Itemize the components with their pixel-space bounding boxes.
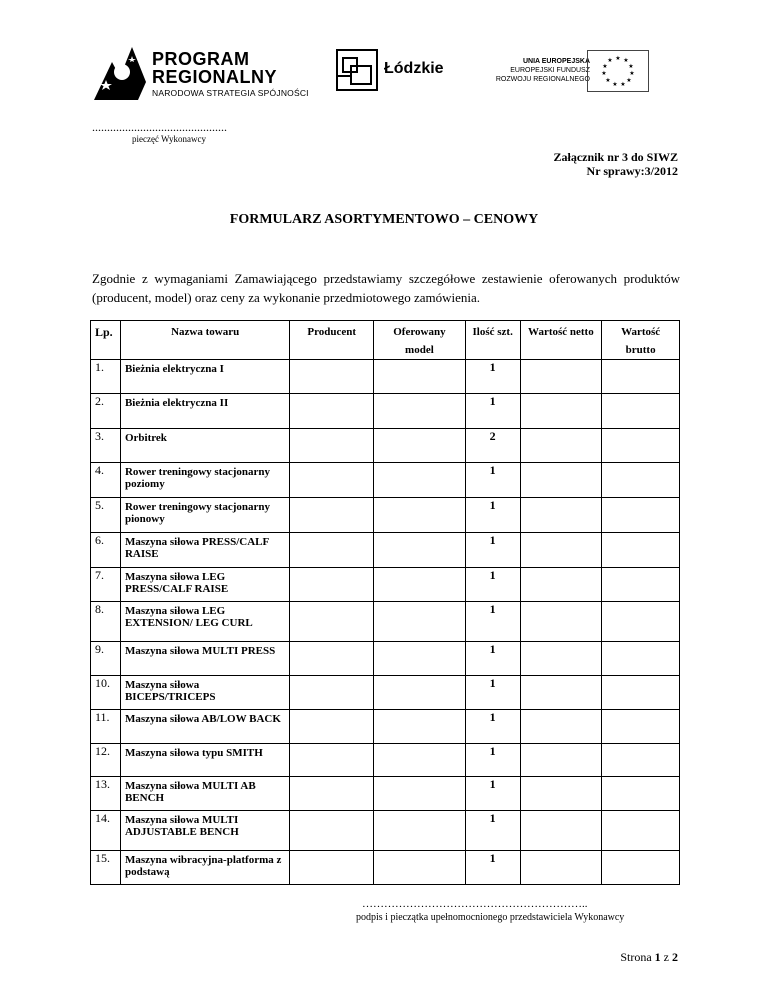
table-row: [91, 498, 680, 533]
row-lp: 1.: [91, 360, 121, 394]
row-model-cell: [374, 602, 466, 642]
row-qty: 1: [465, 394, 520, 429]
row-producer-cell: [290, 463, 374, 498]
row-gross-cell: [602, 602, 680, 642]
region-name: Łódzkie: [384, 60, 444, 77]
row-producer-cell: [290, 811, 374, 851]
row-lp: 12.: [91, 744, 121, 777]
table-row: [91, 811, 680, 851]
row-qty: 1: [465, 744, 520, 777]
row-name: Maszyna siłowa BICEPS/TRICEPS: [120, 676, 289, 710]
svg-text:★: ★: [620, 82, 626, 88]
row-producer-cell: [290, 360, 374, 394]
row-producer-cell: [290, 394, 374, 429]
row-gross-cell: [602, 676, 680, 710]
row-qty: 1: [465, 360, 520, 394]
row-lp: 3.: [91, 429, 121, 463]
row-model-cell: [374, 568, 466, 602]
program-title: PROGRAM REGIONALNY: [152, 49, 278, 87]
row-qty: 2: [465, 429, 520, 463]
row-gross-cell: [602, 394, 680, 429]
row-producer-cell: [290, 710, 374, 744]
svg-text:★: ★: [615, 56, 621, 62]
row-net-cell: [520, 360, 602, 394]
row-net-cell: [520, 568, 602, 602]
svg-text:★: ★: [607, 58, 613, 64]
row-producer-cell: [290, 498, 374, 533]
row-net-cell: [520, 533, 602, 568]
row-model-cell: [374, 498, 466, 533]
row-qty: 1: [465, 602, 520, 642]
row-lp: 10.: [91, 676, 121, 710]
row-model-cell: [374, 710, 466, 744]
row-producer-cell: [290, 429, 374, 463]
row-gross-cell: [602, 429, 680, 463]
row-name: Maszyna siłowa MULTI ADJUSTABLE BENCH: [120, 811, 289, 851]
row-producer-cell: [290, 533, 374, 568]
eu-flag-icon: [587, 50, 649, 92]
row-lp: 6.: [91, 533, 121, 568]
row-model-cell: [374, 360, 466, 394]
row-gross-cell: [602, 811, 680, 851]
row-producer-cell: [290, 777, 374, 811]
row-qty: 1: [465, 498, 520, 533]
row-qty: 1: [465, 851, 520, 885]
col-header-qty: Ilość szt.: [465, 321, 520, 360]
row-net-cell: [520, 811, 602, 851]
row-model-cell: [374, 744, 466, 777]
table-row: [91, 394, 680, 429]
row-lp: 14.: [91, 811, 121, 851]
row-qty: 1: [465, 777, 520, 811]
row-name: Maszyna siłowa MULTI AB BENCH: [120, 777, 289, 811]
row-lp: 5.: [91, 498, 121, 533]
row-lp: 15.: [91, 851, 121, 885]
page-number: Strona 1 z 2: [620, 950, 678, 964]
stamp-label: pieczęć Wykonawcy: [132, 134, 207, 144]
row-model-cell: [374, 533, 466, 568]
row-gross-cell: [602, 777, 680, 811]
col-header-producer: Producent: [290, 321, 374, 360]
document-title: FORMULARZ ASORTYMENTOWO – CENOWY: [229, 212, 539, 227]
row-name: Maszyna siłowa typu SMITH: [120, 744, 289, 777]
svg-text:★: ★: [629, 71, 635, 77]
row-name: Maszyna siłowa MULTI PRESS: [120, 642, 289, 676]
row-model-cell: [374, 394, 466, 429]
svg-text:★: ★: [601, 71, 607, 77]
table-row: [91, 777, 680, 811]
row-gross-cell: [602, 851, 680, 885]
row-lp: 11.: [91, 710, 121, 744]
intro-paragraph: Zgodnie z wymaganiami Zamawiającego przedstawiamy szczegółowe zestawienie oferowanych produktów (producent, model) oraz ceny za wykonanie przedmiotowego zamówienia.: [92, 271, 680, 305]
row-gross-cell: [602, 533, 680, 568]
row-net-cell: [520, 394, 602, 429]
attachment-info: [554, 150, 678, 178]
svg-text:★: ★: [623, 58, 629, 64]
signature-dotted-line: ……………………………………………………..: [362, 898, 588, 910]
row-name: Rower treningowy stacjonarny poziomy: [120, 463, 289, 498]
row-qty: 1: [465, 642, 520, 676]
row-qty: 1: [465, 676, 520, 710]
svg-text:★: ★: [612, 82, 618, 88]
program-subtitle: NARODOWA STRATEGIA SPÓJNOŚCI: [152, 88, 309, 98]
row-qty: 1: [465, 463, 520, 498]
row-model-cell: [374, 676, 466, 710]
svg-text:★: ★: [626, 78, 632, 84]
row-lp: 13.: [91, 777, 121, 811]
row-model-cell: [374, 642, 466, 676]
row-model-cell: [374, 851, 466, 885]
lodzkie-logo-icon: [335, 48, 379, 92]
row-net-cell: [520, 710, 602, 744]
table-row: [91, 429, 680, 463]
signature-label: podpis i pieczątka upełnomocnionego przedstawiciela Wykonawcy: [356, 912, 625, 923]
col-header-lp: Lp.: [91, 321, 121, 360]
table-row: [91, 642, 680, 676]
row-gross-cell: [602, 568, 680, 602]
row-gross-cell: [602, 463, 680, 498]
row-net-cell: [520, 602, 602, 642]
row-gross-cell: [602, 642, 680, 676]
row-model-cell: [374, 429, 466, 463]
row-lp: 4.: [91, 463, 121, 498]
row-gross-cell: [602, 710, 680, 744]
attachment-number: Załącznik nr 3 do SIWZ: [553, 150, 678, 164]
row-producer-cell: [290, 602, 374, 642]
row-producer-cell: [290, 744, 374, 777]
row-net-cell: [520, 744, 602, 777]
row-producer-cell: [290, 568, 374, 602]
col-header-gross: Wartość brutto: [602, 321, 680, 360]
table-row: [91, 710, 680, 744]
row-net-cell: [520, 777, 602, 811]
row-net-cell: [520, 851, 602, 885]
table-row: [91, 533, 680, 568]
row-model-cell: [374, 463, 466, 498]
row-net-cell: [520, 676, 602, 710]
row-qty: 1: [465, 710, 520, 744]
row-producer-cell: [290, 851, 374, 885]
row-name: Maszyna wibracyjna-platforma z podstawą: [120, 851, 289, 885]
col-header-net: Wartość netto: [520, 321, 602, 360]
table-row: [91, 568, 680, 602]
row-model-cell: [374, 777, 466, 811]
svg-text:★: ★: [605, 78, 611, 84]
row-gross-cell: [602, 744, 680, 777]
svg-text:★: ★: [628, 64, 634, 70]
row-net-cell: [520, 463, 602, 498]
table-header-row: [91, 321, 680, 360]
row-net-cell: [520, 429, 602, 463]
svg-text:★: ★: [602, 64, 608, 70]
stamp-dotted-line: .............................................: [92, 120, 227, 134]
row-name: Maszyna siłowa LEG EXTENSION/ LEG CURL: [120, 602, 289, 642]
row-lp: 8.: [91, 602, 121, 642]
case-number: Nr sprawy:3/2012: [586, 164, 678, 178]
row-qty: 1: [465, 811, 520, 851]
row-gross-cell: [602, 360, 680, 394]
row-net-cell: [520, 642, 602, 676]
row-net-cell: [520, 498, 602, 533]
row-producer-cell: [290, 642, 374, 676]
table-row: [91, 851, 680, 885]
table-row: [91, 360, 680, 394]
table-row: [91, 676, 680, 710]
row-name: Rower treningowy stacjonarny pionowy: [120, 498, 289, 533]
row-name: Bieżnia elektryczna II: [120, 394, 289, 429]
row-gross-cell: [602, 498, 680, 533]
row-name: Bieżnia elektryczna I: [120, 360, 289, 394]
row-model-cell: [374, 811, 466, 851]
row-lp: 7.: [91, 568, 121, 602]
table-row: [91, 602, 680, 642]
table-row: [91, 744, 680, 777]
row-qty: 1: [465, 533, 520, 568]
program-regionalny-logo: [92, 42, 148, 102]
row-producer-cell: [290, 676, 374, 710]
eu-fund-label: UNIA EUROPEJSKA EUROPEJSKI FUNDUSZ ROZWOJU REGIONALNEGO: [495, 58, 590, 83]
col-header-name: Nazwa towaru: [120, 321, 289, 360]
row-name: Maszyna siłowa PRESS/CALF RAISE: [120, 533, 289, 568]
price-form-table: [90, 320, 680, 885]
row-name: Orbitrek: [120, 429, 289, 463]
row-qty: 1: [465, 568, 520, 602]
row-name: Maszyna siłowa AB/LOW BACK: [120, 710, 289, 744]
row-lp: 2.: [91, 394, 121, 429]
row-lp: 9.: [91, 642, 121, 676]
col-header-model: Oferowany model: [374, 321, 466, 360]
row-name: Maszyna siłowa LEG PRESS/CALF RAISE: [120, 568, 289, 602]
table-row: [91, 463, 680, 498]
